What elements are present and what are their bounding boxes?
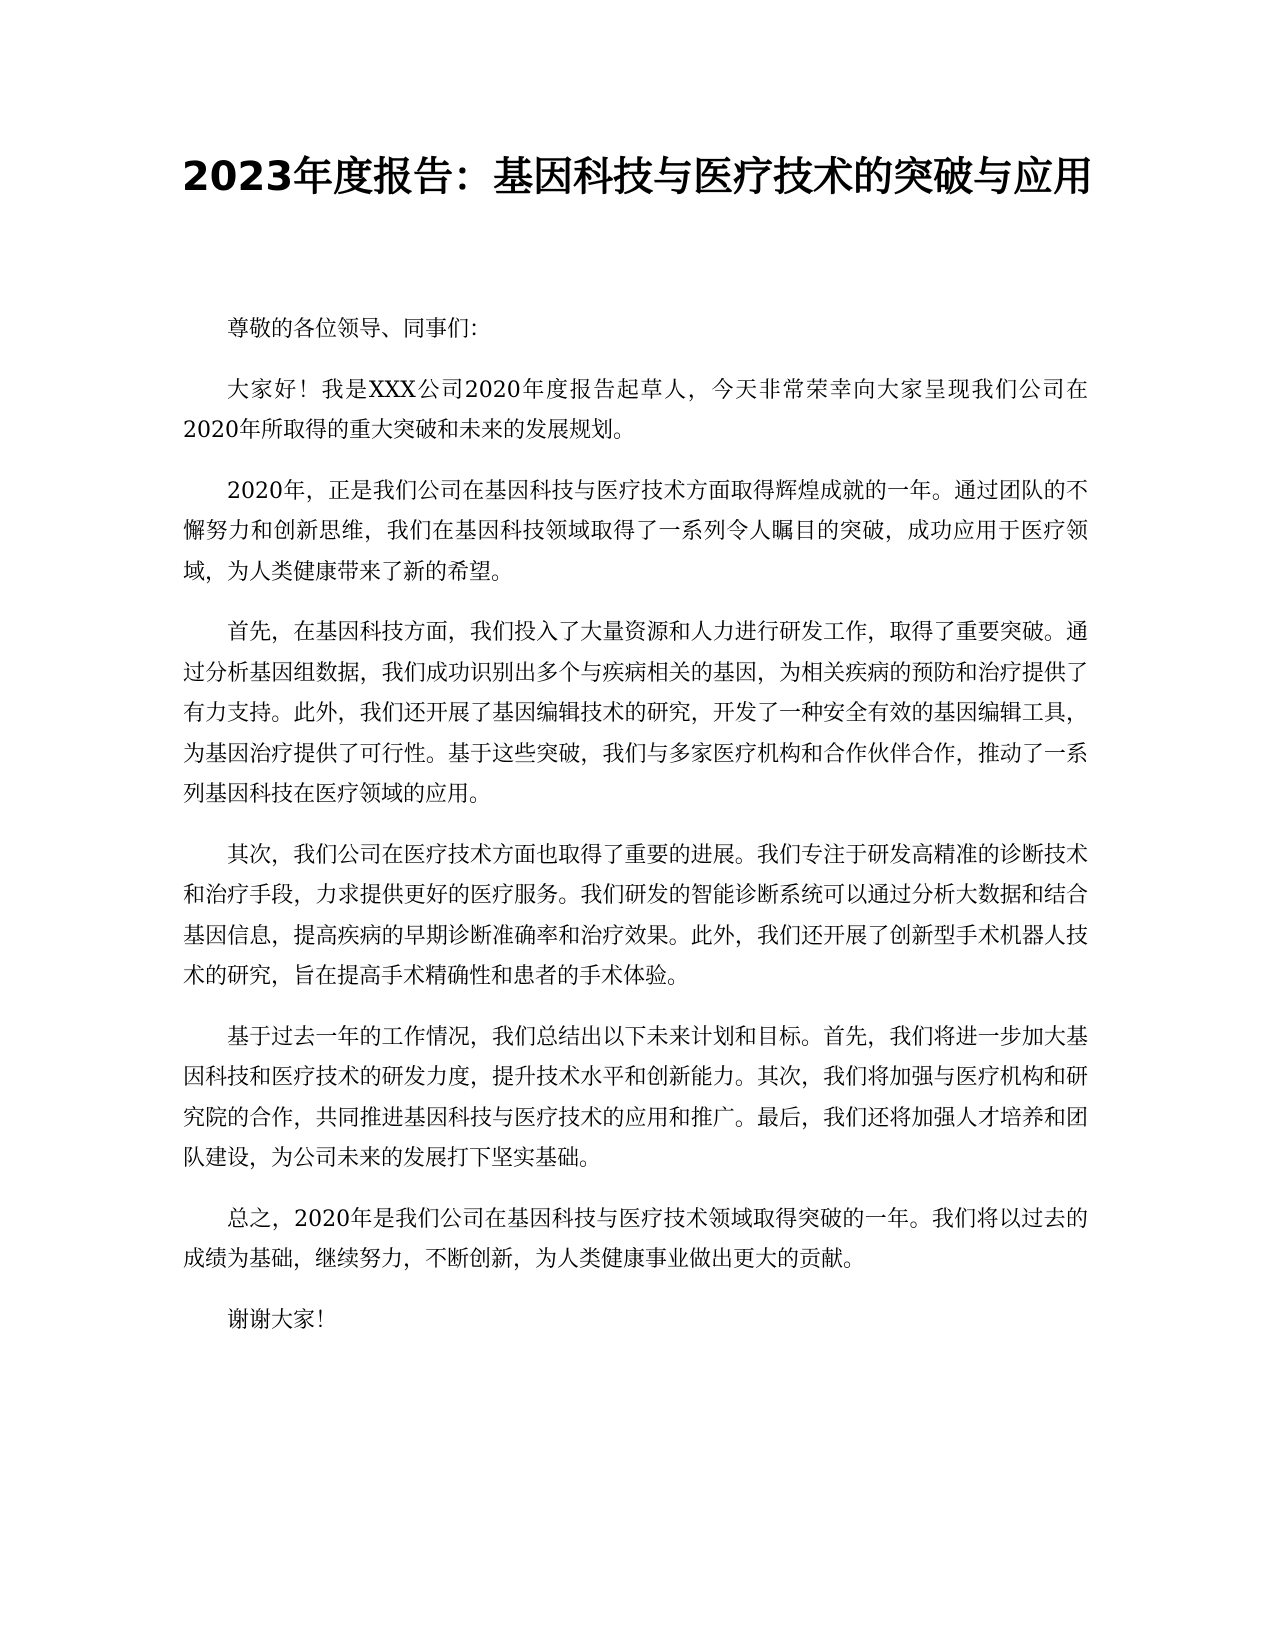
- future-plan-paragraph: 基于过去一年的工作情况，我们总结出以下未来计划和目标。首先，我们将进一步加大基因科技和医疗技术的研发力度，提升技术水平和创新能力。其次，我们将加强与医疗机构和研究院的合作，共同推进基因科技与医疗技术的应用和推广。最后，我们还将加强人才培养和团队建设，为公司未来的发展打下坚实基础。: [183, 1024, 1088, 1171]
- document-title: 2023年度报告：基因科技与医疗技术的突破与应用: [181, 154, 1094, 200]
- gene-tech-paragraph: 首先，在基因科技方面，我们投入了大量资源和人力进行研发工作，取得了重要突破。通过分析基因组数据，我们成功识别出多个与疾病相关的基因，为相关疾病的预防和治疗提供了有力支持。此外，我们还开展了基因编辑技术的研究，开发了一种安全有效的基因编辑工具，为基因治疗提供了可行性。基于这些突破，我们与多家医疗机构和合作伙伴合作，推动了一系列基因科技在医疗领域的应用。: [183, 620, 1088, 807]
- thanks-paragraph: 谢谢大家！: [227, 1307, 338, 1333]
- document-body: [183, 310, 1088, 1361]
- salutation-paragraph: 尊敬的各位领导、同事们：: [227, 317, 492, 342]
- summary-paragraph: 总之，2020年是我们公司在基因科技与医疗技术领域取得突破的一年。我们将以过去的成绩为基础，继续努力，不断创新，为人类健康事业做出更大的贡献。: [183, 1206, 1088, 1272]
- intro-paragraph: 大家好！我是XXX公司2020年度报告起草人，今天非常荣幸向大家呈现我们公司在2020年所取得的重大突破和未来的发展规划。: [183, 377, 1088, 443]
- achievement-paragraph: 2020年，正是我们公司在基因科技与医疗技术方面取得辉煌成就的一年。通过团队的不懈努力和创新思维，我们在基因科技领域取得了一系列令人瞩目的突破，成功应用于医疗领域，为人类健康带来了新的希望。: [183, 478, 1088, 585]
- medical-tech-paragraph: 其次，我们公司在医疗技术方面也取得了重要的进展。我们专注于研发高精准的诊断技术和治疗手段，力求提供更好的医疗服务。我们研发的智能诊断系统可以通过分析大数据和结合基因信息，提高疾病的早期诊断准确率和治疗效果。此外，我们还开展了创新型手术机器人技术的研究，旨在提高手术精确性和患者的手术体验。: [183, 842, 1088, 989]
